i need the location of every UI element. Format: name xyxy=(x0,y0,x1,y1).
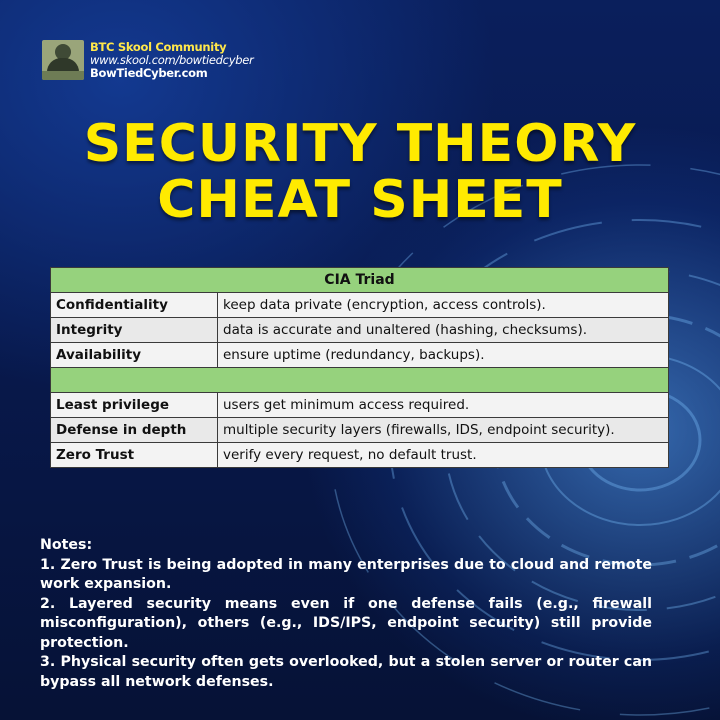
table-header: CIA Triad xyxy=(51,268,669,293)
desc-cell: multiple security layers (firewalls, IDS, endpoint security). xyxy=(218,418,669,443)
table-row xyxy=(51,343,669,368)
desc-cell: data is accurate and unaltered (hashing, checksums). xyxy=(218,318,669,343)
table-row xyxy=(51,393,669,418)
term-cell: Least privilege xyxy=(51,393,218,418)
section-divider-row xyxy=(51,368,669,393)
table-row xyxy=(51,318,669,343)
title-line-1: SECURITY THEORY xyxy=(83,114,637,174)
brand-block xyxy=(42,40,253,80)
term-cell: Availability xyxy=(51,343,218,368)
page-title xyxy=(0,116,720,228)
brand-avatar-icon xyxy=(42,40,84,80)
term-cell: Confidentiality xyxy=(51,293,218,318)
note-item: 3. Physical security often gets overlooked, but a stolen server or router can bypass all network defenses. xyxy=(40,654,652,690)
brand-handle[interactable]: BowTiedCyber.com xyxy=(90,65,208,80)
section-header xyxy=(51,368,669,393)
desc-cell: verify every request, no default trust. xyxy=(218,443,669,468)
table-row xyxy=(51,443,669,468)
notes-heading: Notes: xyxy=(40,537,93,553)
term-cell: Defense in depth xyxy=(51,418,218,443)
brand-url[interactable]: www.skool.com/bowtiedcyber xyxy=(90,52,254,67)
table-row xyxy=(51,418,669,443)
note-item: 2. Layered security means even if one defense fails (e.g., firewall misconfiguration), others (e.g., IDS/IPS, endpoint security) still provide protection. xyxy=(40,595,652,651)
notes-section xyxy=(40,536,652,692)
term-cell: Integrity xyxy=(51,318,218,343)
term-cell: Zero Trust xyxy=(51,443,218,468)
brand-name: BTC Skool Community xyxy=(90,39,227,54)
desc-cell: ensure uptime (redundancy, backups). xyxy=(218,343,669,368)
note-item: 1. Zero Trust is being adopted in many enterprises due to cloud and remote work expansion. xyxy=(40,556,652,592)
desc-cell: keep data private (encryption, access controls). xyxy=(218,293,669,318)
table-row xyxy=(51,293,669,318)
cheat-sheet-table xyxy=(50,267,669,468)
title-line-2: CHEAT SHEET xyxy=(157,170,563,230)
desc-cell: users get minimum access required. xyxy=(218,393,669,418)
